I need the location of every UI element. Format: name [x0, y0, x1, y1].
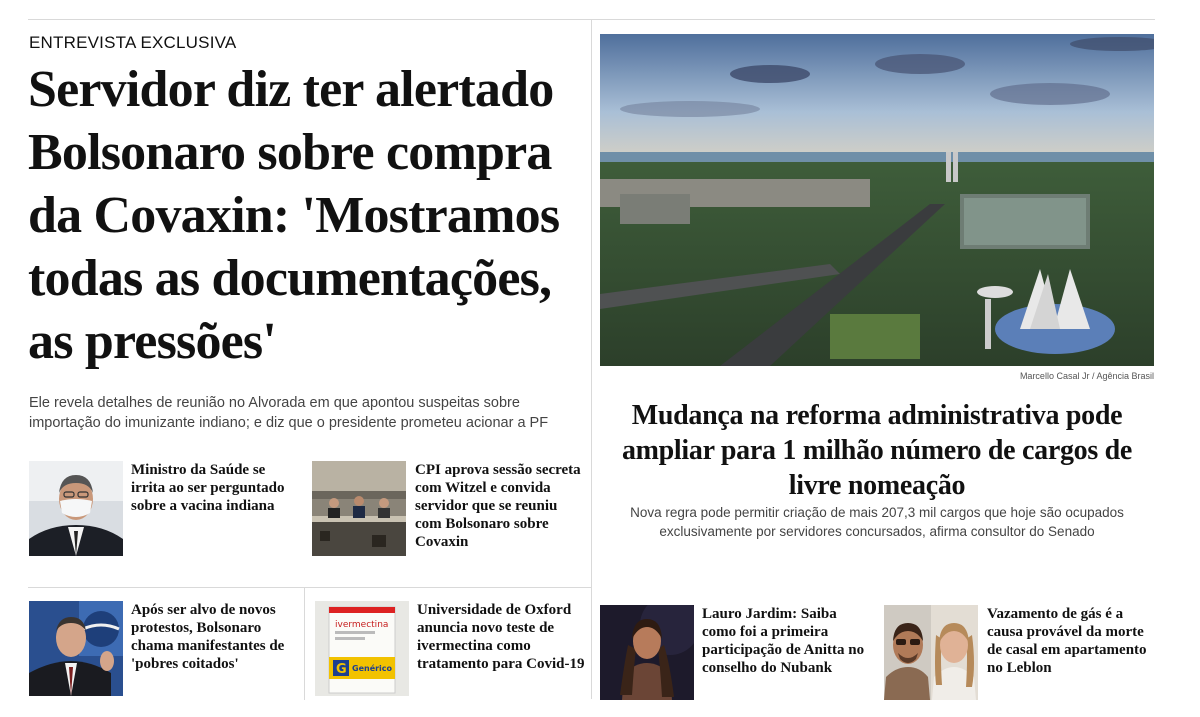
teaser-title[interactable]: Ministro da Saúde se irrita ao ser perguntado sobre a vacina indiana — [131, 462, 285, 514]
teaser-cpi-session[interactable] — [312, 461, 587, 557]
medicine-box-photo[interactable] — [315, 601, 409, 696]
teaser-oxford-ivermectin[interactable] — [315, 601, 587, 697]
teaser-title[interactable]: Lauro Jardim: Saiba como foi a primeira participação de Anitta no conselho do Nubank — [702, 606, 865, 676]
teaser-leblon-gas-leak[interactable] — [884, 605, 1156, 701]
singer-photo[interactable] — [600, 605, 694, 700]
teaser-title[interactable]: Após ser alvo de novos protestos, Bolsonaro chama manifestantes de 'pobres coitados' — [131, 602, 285, 672]
senate-session-photo[interactable] — [312, 461, 406, 556]
teaser-title[interactable]: CPI aprova sessão secreta com Witzel e convida servidor que se reuniu com Bolsonaro sobre Covaxin — [415, 462, 581, 550]
person-with-mask-photo[interactable] — [29, 461, 123, 556]
photo-credit: Marcello Casal Jr / Agência Brasil — [1019, 371, 1154, 381]
generic-label: Genérico — [352, 664, 393, 673]
teaser-divider — [304, 588, 305, 700]
brasilia-aerial-photo[interactable] — [600, 34, 1154, 366]
teaser-title[interactable]: Vazamento de gás é a causa provável da morte de casal em apartamento no Leblon — [987, 606, 1147, 676]
story-kicker: ENTREVISTA EXCLUSIVA — [29, 33, 237, 52]
teaser-title[interactable]: Universidade de Oxford anuncia novo teste de ivermectina como tratamento para Covid-19 — [417, 602, 585, 672]
generic-letter: G — [336, 662, 347, 677]
teaser-health-minister[interactable] — [29, 461, 299, 557]
main-headline[interactable]: Servidor diz ter alertado Bolsonaro sobre compra da Covaxin: 'Mostramos todas as documentações, as pressões' — [28, 61, 560, 370]
hero-deck: Nova regra pode permitir criação de mais 207,3 mil cargos que hoje são ocupados exclusivamente por servidores concursados, afirma consultor do Senado — [630, 505, 1124, 539]
column-divider — [591, 19, 592, 699]
president-speaking-photo[interactable] — [29, 601, 123, 696]
main-deck: Ele revela detalhes de reunião no Alvorada em que apontou suspeitas sobre importação do imunizante indiano; e diz que o presidente prometeu acionar a PF — [29, 395, 549, 431]
row-divider — [28, 587, 591, 588]
teaser-bolsonaro-protests[interactable] — [29, 601, 299, 697]
box-brand: ivermectina — [335, 620, 389, 630]
teaser-anitta-nubank[interactable] — [600, 605, 875, 701]
couple-photo[interactable] — [884, 605, 978, 700]
hero-headline[interactable]: Mudança na reforma administrativa pode ampliar para 1 milhão número de cargos de livre nomeação — [621, 400, 1133, 501]
